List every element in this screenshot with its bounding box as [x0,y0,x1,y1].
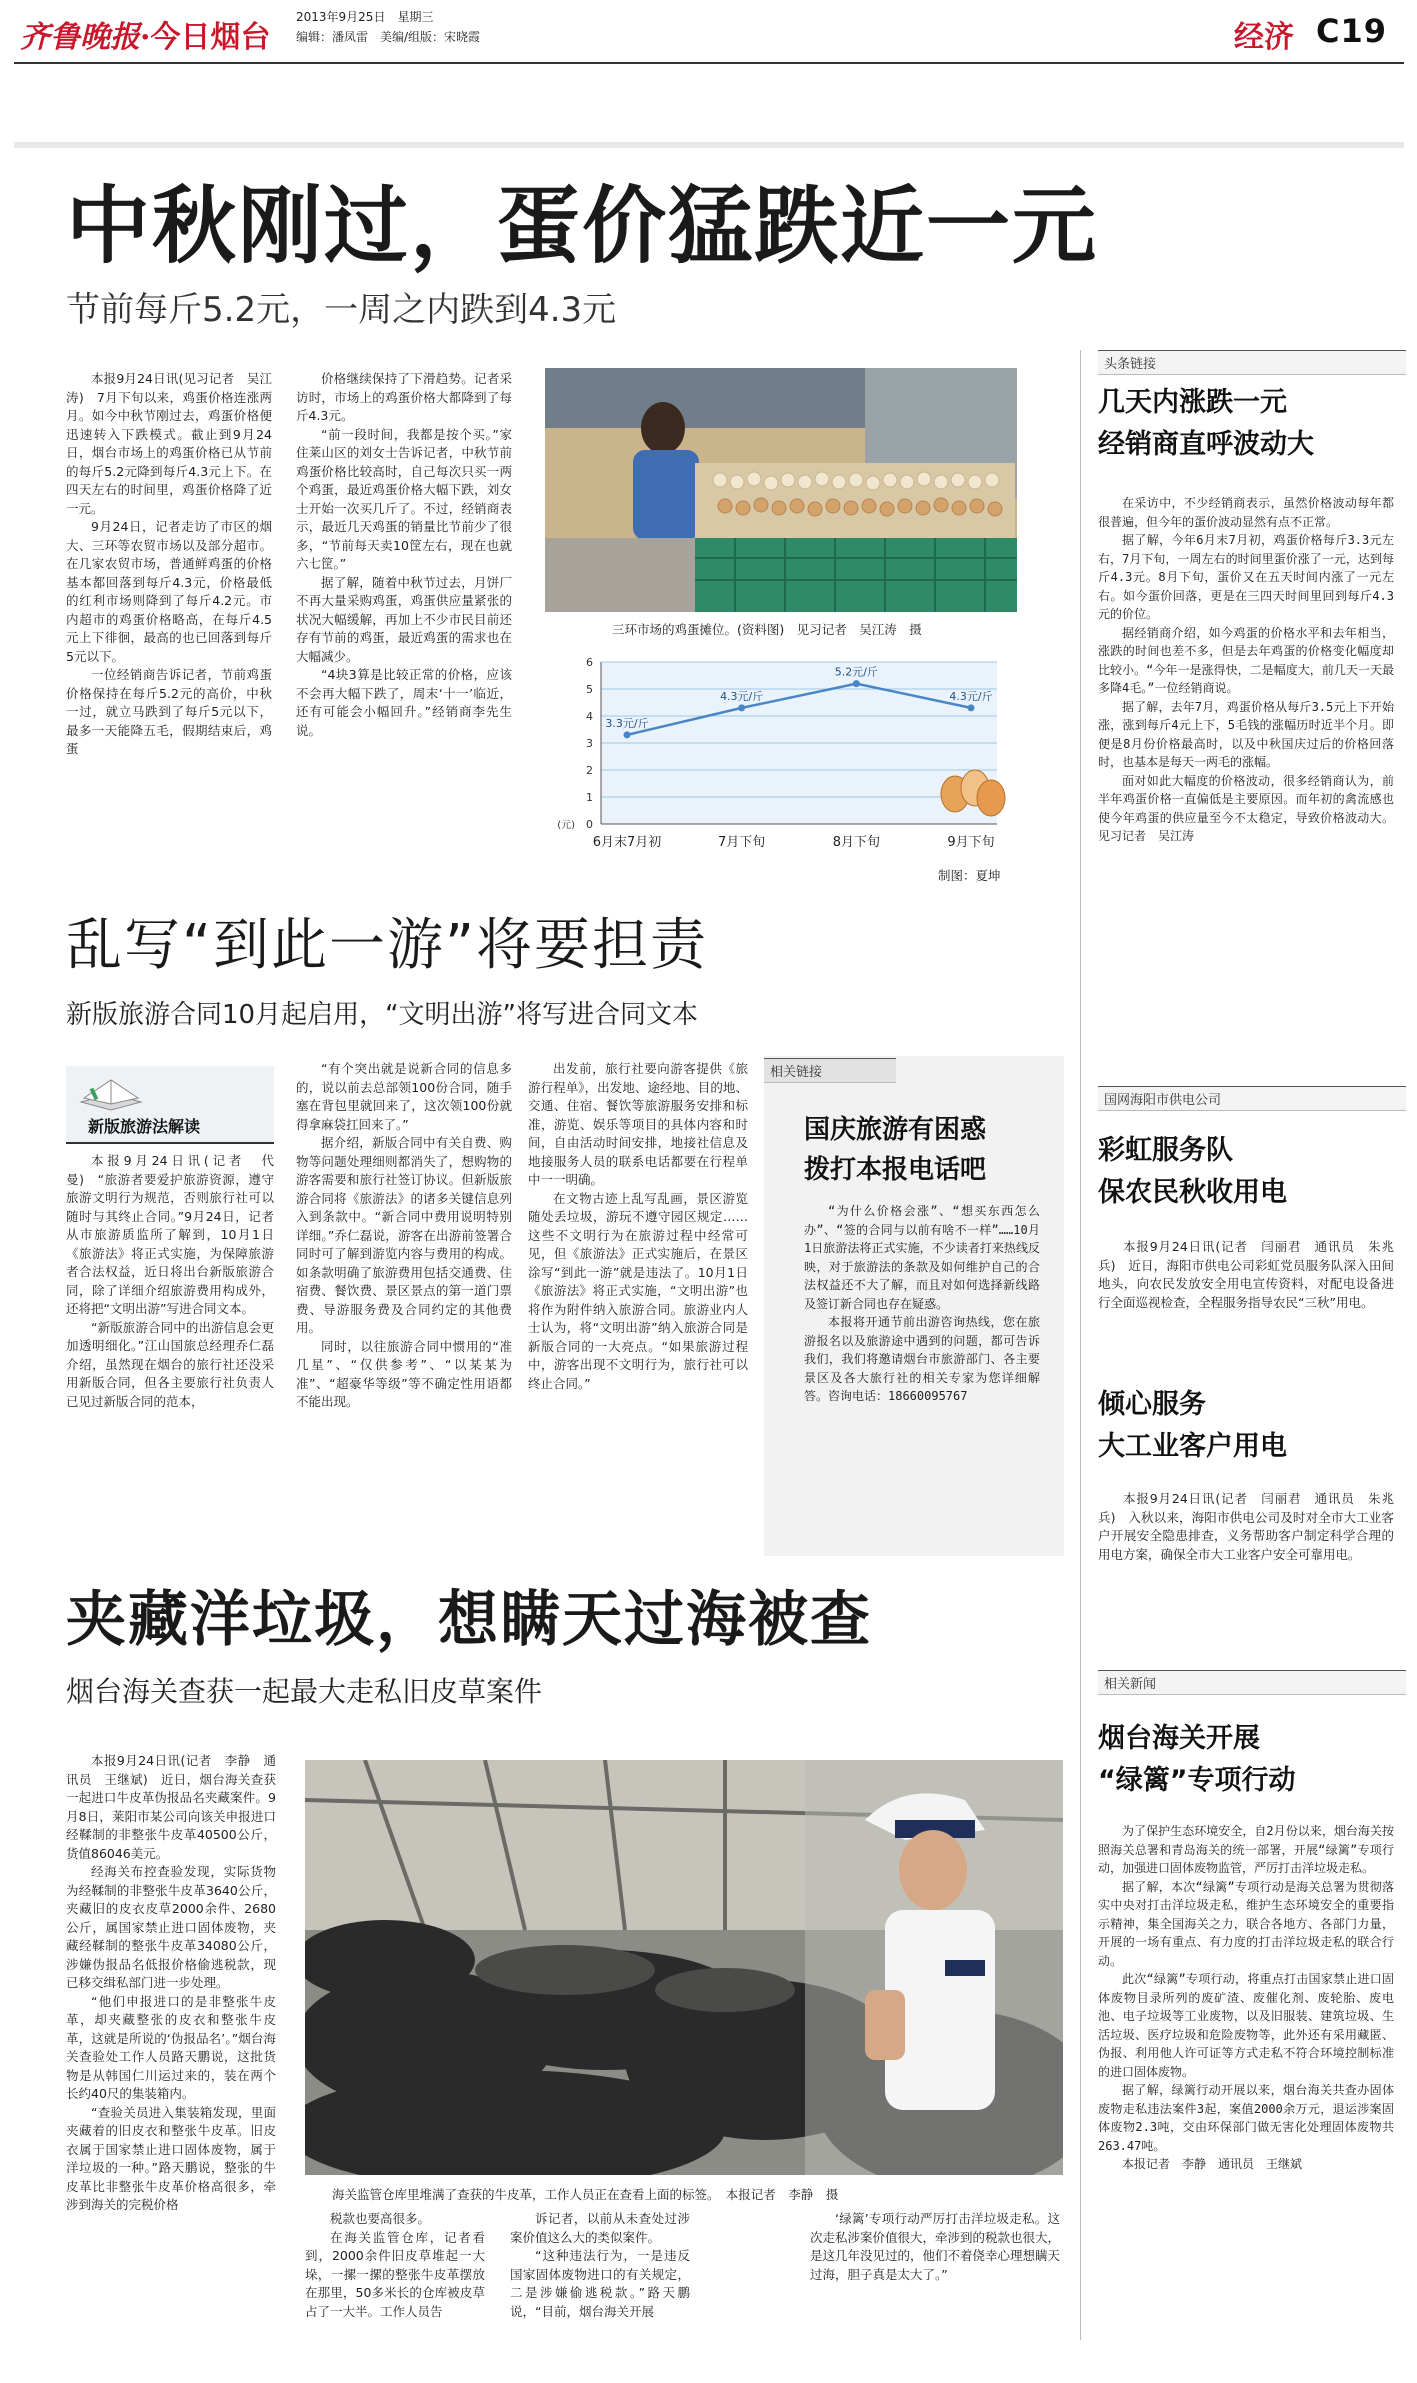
paragraph: “他们申报进口的是非整张牛皮革，却夹藏整张的皮衣和整张牛皮革，这就是所说的‘伪报品名’。”烟台海关查验处工作人员路天鹏说，这批货物是从韩国仁川运过来的，装在两个长约40尺的集装箱内。 [66,1993,276,2101]
tour-column-3 [528,1060,748,1554]
logo-separator: · [140,20,151,55]
paragraph: 出发前，旅行社要向游客提供《旅游行程单》，出发地、途经地、目的地、交通、住宿、餐饮等旅游服务安排和标准，游览、娱乐等项目的具体内容和时间，自由活动时间安排，地接社信息及地接服务人员的联系电话都要在行程单中一一明确。 [528,1061,748,1187]
tour-column-1 [66,1152,274,1554]
egg-sidebar-body [1098,494,1394,1056]
customs-column-4 [810,2210,1060,2370]
paragraph: 面对如此大幅度的价格波动，很多经销商认为，前半年鸡蛋价格一直偏低是主要原因。而年初的禽流感也使今年鸡蛋的供应量至今不太稳定，导致价格波动大。见习记者 吴江涛 [1098,773,1394,843]
headline-line: 彩虹服务队 [1098,1135,1233,1166]
paragraph: ‘绿篱’专项行动严厉打击洋垃圾走私。这次走私涉案价值很大，牵涉到的税款也很大，是这几年没见过的，他们不着侥幸心理想瞒天过海，胆子真是太大了。” [810,2211,1060,2282]
paragraph: 本报将开通节前出游咨询热线，您在旅游报名以及旅游途中遇到的问题，都可告诉我们，我们将邀请烟台市旅游部门、各主要景区及各大旅行社的相关专家为您详细解答。咨询电话：18660095767 [804,1315,1040,1403]
top-band [14,142,1404,148]
headline-line: 几天内涨跌一元 [1098,387,1287,418]
tour-headline: 乱写“到此一游”将要担责 [66,913,709,978]
related-link-tag: 相关链接 [764,1058,896,1083]
headline-line: 倾心服务 [1098,1389,1206,1420]
data-point [968,704,975,711]
data-point [624,731,631,738]
paragraph: “为什么价格会涨”、“想买东西怎么办”、“签的合同与以前有啥不一样”……10月1日旅游法将正式实施，不少读者打来热线反映，对于旅游法的条款及如何维护自己的合法权益还不大了解，而且对如何选择新线路及签订新合同也存在疑惑。 [804,1204,1040,1311]
paragraph: “有个突出就是说新合同的信息多的，说以前去总部领100份合同，随手塞在背包里就回来了，这次领100份就得拿麻袋扛回来了。” [296,1061,512,1132]
paragraph: 同时，以往旅游合同中惯用的“准几星”、“仅供参考”、“以某某为准”、“超豪华等级”等不确定性用语都不能出现。 [296,1338,512,1409]
paragraph: 在文物古迹上乱写乱画，景区游览随处丢垃圾，游玩不遵守园区规定……这些不文明行为在旅游过程中经常可见，但《旅游法》正式实施后，在景区涂写“到此一游”就是违法了。10月1日《旅游法》将正式实施，“文明出游”也将作为附件纳入旅游合同。旅游业内人士认为，将“文明出游”纳入旅游合同是新版合同的一大亮点。“如果旅游过程中，游客出现不文明行为，旅行社可以终止合同。” [528,1190,748,1391]
power-headline-1 [1098,1130,1398,1214]
paragraph: 此次“绿篱”专项行动，将重点打击国家禁止进口固体废物目录所列的废矿渣、废催化剂、废轮胎、废电池、电子垃圾等工业废物，以及旧服装、建筑垃圾、生活垃圾、医疗垃圾和危险废物等，此外还有采用藏匿、伪报、利用他人许可证等方式走私不符合环境控制标准的进口固体废物。 [1098,1972,1394,2079]
tour-law-label-box [66,1066,274,1144]
related-link-body [804,1202,1040,1552]
sidebar-tag-related-news: 相关新闻 [1098,1670,1406,1695]
sidebar-tag-power-company: 国网海阳市供电公司 [1098,1086,1406,1111]
headline-line: 大工业客户用电 [1098,1431,1287,1462]
headline-line: 拨打本报电话吧 [804,1155,987,1185]
tour-column-2 [296,1060,512,1554]
paragraph: 本报9月24日讯(记者 闫丽君 通讯员 朱兆兵) 入秋以来，海阳市供电公司及时对全市大工业客户开展安全隐患排查，义务帮助客户制定科学合理的用电方案，确保全市大工业客户安全可靠用电。 [1098,1491,1394,1562]
headline-line: “绿篱”专项行动 [1098,1765,1296,1796]
customs-photo-caption: 海关监管仓库里堆满了查获的牛皮革，工作人员正在查看上面的标签。 本报记者 李静 摄 [332,2187,839,2202]
power-body-1 [1098,1238,1394,1368]
customs-headline: 夹藏洋垃圾，想瞒天过海被查 [66,1585,872,1655]
newspaper-logo [20,12,270,56]
customs-warehouse-photo [305,1760,1063,2175]
logo-main: 齐鲁晚报 [20,20,140,55]
column-divider [1080,350,1081,2340]
paragraph: “查验关员进入集装箱发现，里面夹藏着的旧皮衣和整张牛皮革。旧皮衣属于国家禁止进口固体废物，属于洋垃圾的一种。”路天鹏说，整张的牛皮革比非整张牛皮革价格高很多，牵涉到海关的完税价格 [66,2104,276,2212]
data-point [738,704,745,711]
y-axis-label: (元) [557,820,575,831]
egg-subhead: 节前每斤5.2元，一周之内跌到4.3元 [66,290,617,330]
book-icon [76,1072,146,1112]
customs-column-1 [66,1752,276,2370]
egg-photo-caption: 三环市场的鸡蛋摊位。(资料图) 见习记者 吴江涛 摄 [612,622,922,637]
customs-subhead: 烟台海关查获一起最大走私旧皮草案件 [66,1675,543,1708]
tour-subhead: 新版旅游合同10月起启用，“文明出游”将写进合同文本 [66,1000,699,1030]
x-tick-label: 7月下旬 [718,835,766,850]
paragraph: 价格继续保持了下滑趋势。记者采访时，市场上的鸡蛋价格大都降到了每斤4.3元。 [296,371,512,423]
y-tick-label: 5 [586,683,593,696]
paragraph: 本报9月24日讯(记者 代曼) “旅游者要爱护旅游资源，遵守旅游文明行为规范，否则旅行社可以随时与其终止合同。”9月24日，记者从市旅游质监所了解到，10月1日《旅游法》将正式实施，为保障旅游者合法权益，近日将出台新版旅游合同，除了详细介绍旅游费用构成外，还将把“文明出游”写进合同文本。 [66,1153,274,1316]
chart-canvas [545,646,1017,858]
y-tick-label: 4 [586,710,593,723]
paragraph: 诉记者，以前从未查处过涉案价值这么大的类似案件。 [510,2211,690,2245]
chart-credit: 制图：夏坤 [938,868,1001,883]
paragraph: 本报9月24日讯(记者 闫丽君 通讯员 朱兆兵) 近日，海阳市供电公司彩虹党员服务队深入田间地头，向农民发放安全用电宣传资料，对配电设备进行全面巡视检查，全程服务指导农民“三秋”用电。 [1098,1239,1394,1310]
paragraph: 税款也要高很多。 [330,2211,431,2226]
sidebar-tag-headline-link: 头条链接 [1098,350,1406,375]
related-link-box [764,1056,1064,1556]
customs-sidebar-body [1098,1822,1394,2378]
egg-stall-photo [545,368,1017,612]
x-tick-label: 6月末7月初 [592,835,662,850]
paragraph: “这种违法行为，一是违反国家固体废物进口的有关规定，二是涉嫌偷逃税款。”路天鹏说，“目前，烟台海关开展 [510,2248,690,2319]
paragraph: 据经销商介绍，如今鸡蛋的价格水平和去年相当，涨跌的时间也差不多，但是去年鸡蛋的价格变化幅度却比较小。“今年一是涨得快，二是幅度大，前几天一天最多降4毛。”一位经销商说。 [1098,625,1394,695]
y-tick-label: 6 [586,656,593,669]
y-tick-label: 0 [586,818,593,831]
paragraph: 为了保护生态环境安全，自2月份以来，烟台海关按照海关总署和青岛海关的统一部署，开展“绿篱”专项行动，加强进口固体废物监管，严厉打击洋垃圾走私。 [1098,1824,1394,1875]
paragraph: 一位经销商告诉记者，节前鸡蛋价格保持在每斤5.2元的高价，中秋一过，就立马跌到了每斤5元以下，最多一天能降五毛，假期结束后，鸡蛋 [66,667,272,756]
paragraph: “新版旅游合同中的出游信息会更加透明细化。”江山国旅总经理乔仁磊介绍，虽然现在烟台的旅行社还没采用新版合同，但各主要旅行社负责人已见过新版合同的范本， [66,1319,274,1409]
x-tick-label: 8月下旬 [832,835,880,850]
egg-column-1 [66,370,272,890]
masthead [0,0,1417,64]
paragraph: 据介绍，新版合同中有关自费、购物等问题处理细则都消失了，想购物的游客需要和旅行社签订协议。但新版旅游合同将《旅游法》的诸多关键信息列入到条款中。“新合同中费用说明特别详细。”乔仁磊说，游客在出游前签署合同时可了解到游览内容与费用的构成。如条款明确了旅游费用包括交通费、住宿费、餐饮费、景区景点的第一道门票费、导游服务费及合同约定的其他费用。 [296,1135,512,1335]
y-tick-label: 3 [586,737,593,750]
editors-line: 编辑：潘凤雷 美编/组版：宋晓霞 [296,30,481,44]
paragraph: 本报记者 李静 通讯员 王继斌 [1122,2157,1303,2171]
section-label: 经济 [1234,20,1294,55]
paragraph: 据了解，今年6月末7月初，鸡蛋价格每斤3.3元左右，7月下旬，一周左右的时间里蛋价涨了一元，达到每斤4.3元。8月下旬，蛋价又在五天时间内涨了一元左右。如今蛋价回落，更是在三四天时间里回到每斤4.3元的价位。 [1098,533,1394,621]
page-number: C19 [1316,12,1388,50]
x-tick-label: 9月下旬 [947,835,995,850]
egg-price-chart [545,646,1017,858]
power-headline-2 [1098,1384,1398,1468]
headline-line: 保农民秋收用电 [1098,1177,1287,1208]
customs-sidebar-headline [1098,1718,1398,1802]
paragraph: “前一段时间，我都是按个买。”家住莱山区的刘女士告诉记者，中秋节前鸡蛋价格比较高时，自己每次只买一两个鸡蛋，最近鸡蛋价格大幅下跌，刘女士开始一次买几斤了。不过，经销商表示，最近几天鸡蛋的销量比节前少了很多，“节前每天卖10筐左右，现在也就六七筐。” [296,426,512,571]
related-link-headline [804,1110,986,1190]
egg-headline: 中秋刚过，蛋价猛跌近一元 [66,177,1099,275]
paragraph: 本报9月24日讯(见习记者 吴江涛) 7月下旬以来，鸡蛋价格连涨两月。如今中秋节刚过去，鸡蛋价格便迅速转入下跌模式。截止到9月24日，烟台市场上的鸡蛋价格已从节前的每斤5.2元降到每斤4.3元上下。在四天左右的时间里，鸡蛋价格降了近一元。 [66,371,272,516]
tour-law-label: 新版旅游法解读 [88,1117,201,1136]
customs-column-2 [305,2210,485,2370]
paragraph: 据了解，本次“绿篱”专项行动是海关总署为贯彻落实中央对打击洋垃圾走私，维护生态环境安全的重要指示精神，集全国海关之力，联合各地方、各部门力量，开展的一场有重点、有力度的打击洋垃圾走私的联合行动。 [1098,1879,1394,1968]
paragraph: 9月24日，记者走访了市区的烟大、三环等农贸市场以及部分超市。在几家农贸市场，普通鲜鸡蛋的价格基本都回落到每斤4.3元，价格最低的红利市场则降到了每斤4.2元。市内超市的鸡蛋价格略高，在每斤4.5元上下徘徊，最高的也已回落到每斤5元以下。 [66,519,272,664]
paragraph: 据了解，随着中秋节过去，月饼厂不再大量采购鸡蛋，鸡蛋供应量紧张的状况大幅缓解，再加上不少市民目前还存有节前的鸡蛋，最近鸡蛋的需求也在大幅减少。 [296,574,512,664]
data-label: 4.3元/斤 [720,689,764,703]
customs-column-3 [510,2210,690,2370]
paragraph: “4块3算是比较正常的价格，应该不会再大幅下跌了，周末‘十一’临近，还有可能会小幅回升。”经销商李先生说。 [296,667,512,738]
egg-sidebar-headline [1098,382,1398,466]
power-body-2 [1098,1490,1394,1620]
paragraph: 据了解，去年7月，鸡蛋价格从每斤3.5元上下开始涨，涨到每斤4元上下，5毛钱的涨幅历时近半个月。即便是8月份价格最高时，以及中秋国庆过后的价格回落时，也基本是每天一两毛的涨幅。 [1098,699,1394,769]
logo-sub: 今日烟台 [150,20,271,55]
data-label: 5.2元/斤 [834,665,878,679]
data-label: 3.3元/斤 [605,716,649,730]
data-label: 4.3元/斤 [949,689,993,703]
headline-line: 国庆旅游有困惑 [804,1115,987,1145]
paragraph: 在海关监管仓库，记者看到，2000余件旧皮草堆起一大垛，一摞一摞的整张牛皮革摆放在那里，50多米长的仓库被皮草占了一大半。工作人员告 [305,2229,485,2319]
data-point [853,680,860,687]
egg-column-2 [296,370,512,890]
y-tick-label: 2 [586,764,593,777]
masthead-rule [14,62,1404,64]
headline-line: 烟台海关开展 [1098,1723,1260,1754]
paragraph: 在采访中，不少经销商表示，虽然价格波动每年都很普遍，但今年的蛋价波动显然有点不正常。 [1098,496,1394,529]
paragraph: 经海关布控查验发现，实际货物为经鞣制的非整张牛皮革3640公斤，夹藏旧的皮衣皮草2000余件、2680公斤，属国家禁止进口固体废物，夹藏经鞣制的整张牛皮革34080公斤，涉嫌伪报品名低报价格偷逃税款，现已移交缉私部门进一步处理。 [66,1864,276,1990]
paragraph: 本报9月24日讯(记者 李静 通讯员 王继斌) 近日，烟台海关查获一起进口牛皮革伪报品名夹藏案件。9月8日，莱阳市某公司向该关申报进口经鞣制的非整张牛皮革40500公斤，货值86046美元。 [66,1753,276,1861]
headline-line: 经销商直呼波动大 [1098,429,1314,460]
date-line: 2013年9月25日 星期三 [296,10,434,24]
y-tick-label: 1 [586,791,593,804]
paragraph: 据了解，绿篱行动开展以来，烟台海关共查办固体废物走私违法案件3起，案值2000余万元，退运涉案固体废物2.3吨，交由环保部门做无害化处理固体废物共263.47吨。 [1098,2083,1394,2153]
